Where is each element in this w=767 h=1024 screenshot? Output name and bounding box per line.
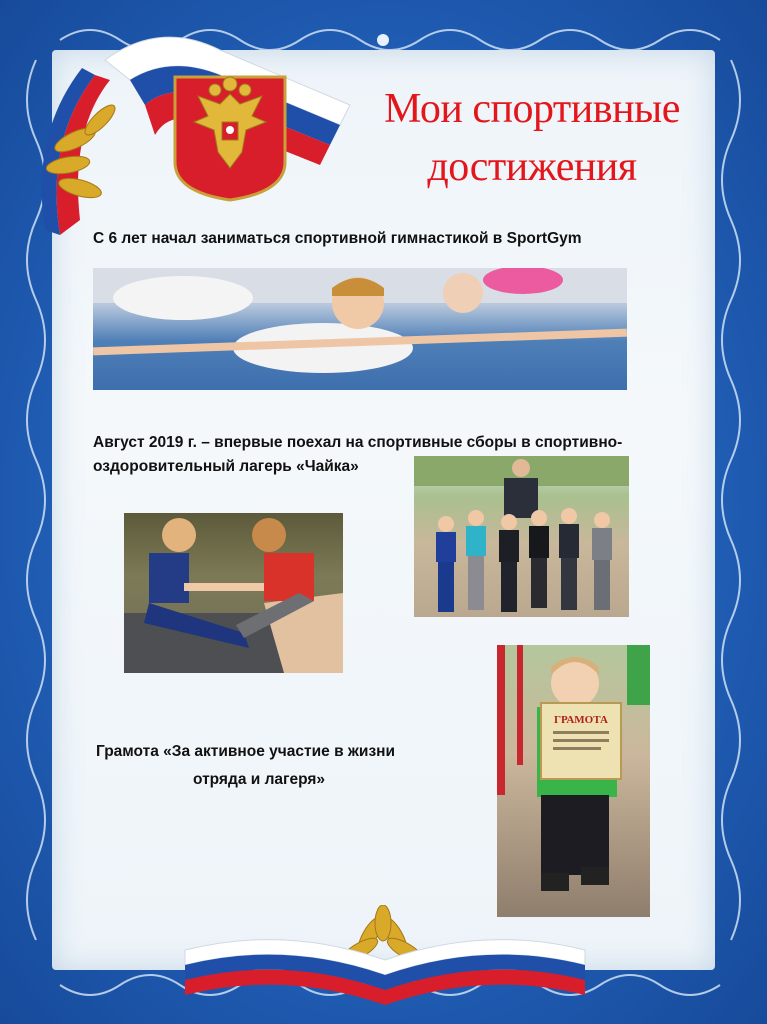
stretching-photo-scene: [124, 513, 343, 673]
gymnastics-photo: [93, 268, 627, 390]
gymnastics-text: С 6 лет начал заниматься спортивной гимнастикой в SportGym: [93, 230, 582, 247]
camp-group-photo-scene: [414, 456, 629, 617]
russian-flag-ribbon-icon: [175, 905, 595, 1015]
gymnastics-photo-scene: [93, 268, 627, 390]
russian-coat-of-arms-icon: [170, 72, 290, 202]
certificate-photo-scene: [497, 645, 650, 917]
stretching-photo: [124, 513, 343, 673]
camp-group-photo: [414, 456, 629, 617]
page-title: Мои спортивные достижения: [384, 86, 680, 190]
certificate-photo: [497, 645, 650, 917]
certificate-label: ГРАМОТА: [554, 714, 608, 726]
award-text-line1: Грамота «За активное участие в жизни: [96, 743, 396, 760]
camp-text-line2: оздоровительный лагерь «Чайка»: [93, 458, 359, 475]
award-text-line2: отряда и лагеря»: [193, 771, 326, 788]
camp-text-line1: Август 2019 г. – впервые поехал на спортивные сборы в спортивно-: [93, 434, 623, 451]
